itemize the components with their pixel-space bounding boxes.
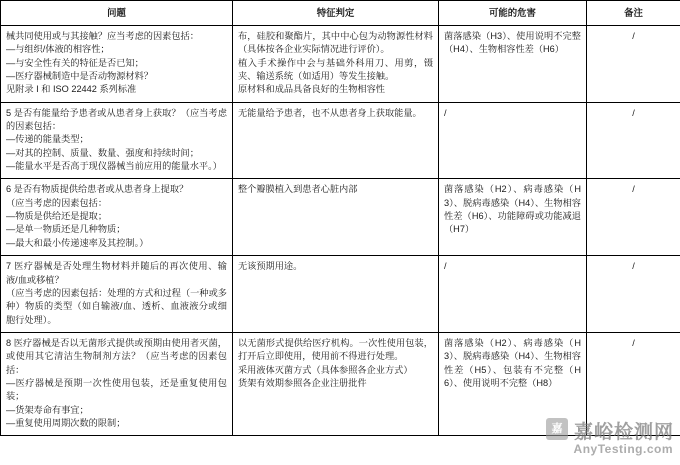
- table-row: [1, 256, 680, 333]
- cell-question: 械共同使用或与其接触？应当考虑的因素包括： —与组织/体液的相容性； —与安全性有关的特征是否已知； —医疗器械制造中是否动物源材料？ 见附录 I 和 ISO 22442 系列标准: [1, 26, 233, 103]
- cell-remark: /: [587, 332, 680, 435]
- column-header-remark: 备注: [587, 1, 680, 26]
- table-body: [1, 26, 680, 436]
- watermark-badge-icon: 嘉: [546, 418, 568, 440]
- table-row: [1, 102, 680, 179]
- watermark-main-text: 嘉峪检测网: [573, 422, 674, 443]
- cell-harm: /: [439, 256, 587, 333]
- cell-harm: 菌落感染（H2）、病毒感染（H3）、脱病毒感染（H4）、生物相容性差（H5）、包装有不完整（H6）、使用说明不完整（H8）: [439, 332, 587, 435]
- cell-remark: /: [587, 256, 680, 333]
- cell-remark: /: [587, 26, 680, 103]
- table-row: [1, 26, 680, 103]
- cell-question: 5 是否有能量给予患者或从患者身上获取？（应当考虑的因素包括： —传递的能量类型； —对其的控制、质量、数量、强度和持续时间； —能量水平是否高于现仪器械当前应用的能量水平。）: [1, 102, 233, 179]
- column-header-judgement: 特征判定: [233, 1, 439, 26]
- cell-judgement: 无该预期用途。: [233, 256, 439, 333]
- table-row: [1, 332, 680, 435]
- table-header-row: [1, 1, 680, 26]
- watermark-sub-text: AnyTesting.com: [573, 442, 673, 456]
- column-header-question: 问题: [1, 1, 233, 26]
- cell-judgement: 整个瓣膜植入到患者心脏内部: [233, 179, 439, 256]
- cell-harm: 菌落感染（H3）、使用说明不完整（H4）、生物相容性差（H6）: [439, 26, 587, 103]
- cell-judgement: 布，硅胶和聚酯片，其中中心包为动物源性材料（具体按各企业实际情况进行评价）。 植入手术操作中会与基础外科用刀、用剪，镊夹、输送系统（如适用）等发生接触。 原材料和成品具备良好的生物相容性: [233, 26, 439, 103]
- cell-remark: /: [587, 102, 680, 179]
- cell-harm: 菌落感染（H2）、病毒感染（H3）、脱病毒感染（H4）、生物相容性差（H6）、功能障碍或功能减退（H7）: [439, 179, 587, 256]
- table-header: [1, 1, 680, 26]
- cell-question: 7 医疗器械是否处理生物材料并随后的再次使用、输液/血或移植？ （应当考虑的因素包括：处理的方式和过程（一种或多种）物质的类型（如自输液/血、透析、血液液分或细胞行处理）。: [1, 256, 233, 333]
- table-row: [1, 179, 680, 256]
- cell-remark: /: [587, 179, 680, 256]
- cell-judgement: 无能量给予患者，也不从患者身上获取能量。: [233, 102, 439, 179]
- cell-question: 8 医疗器械是否以无菌形式提供或预期由使用者灭菌，或使用其它清洁生物制剂方法？（应当考虑的因素包括： —医疗器械是预期一次性使用包装，还是重复使用包装； —货架寿命有事宜； —重复使用周期次数的限制；: [1, 332, 233, 435]
- column-header-harm: 可能的危害: [439, 1, 587, 26]
- cell-question: 6 是否有物质提供给患者或从患者身上提取？ （应当考虑的因素包括： —物质是供给还是提取； —是单一物质还是几种物质； —最大和最小传递速率及其控制。）: [1, 179, 233, 256]
- cell-harm: /: [439, 102, 587, 179]
- cell-judgement: 以无菌形式提供给医疗机构。一次性使用包装，打开后立即使用，使用前不得进行处理。 采用液体灭菌方式（具体参照各企业方式） 货架有效期参照各企业注册批件: [233, 332, 439, 435]
